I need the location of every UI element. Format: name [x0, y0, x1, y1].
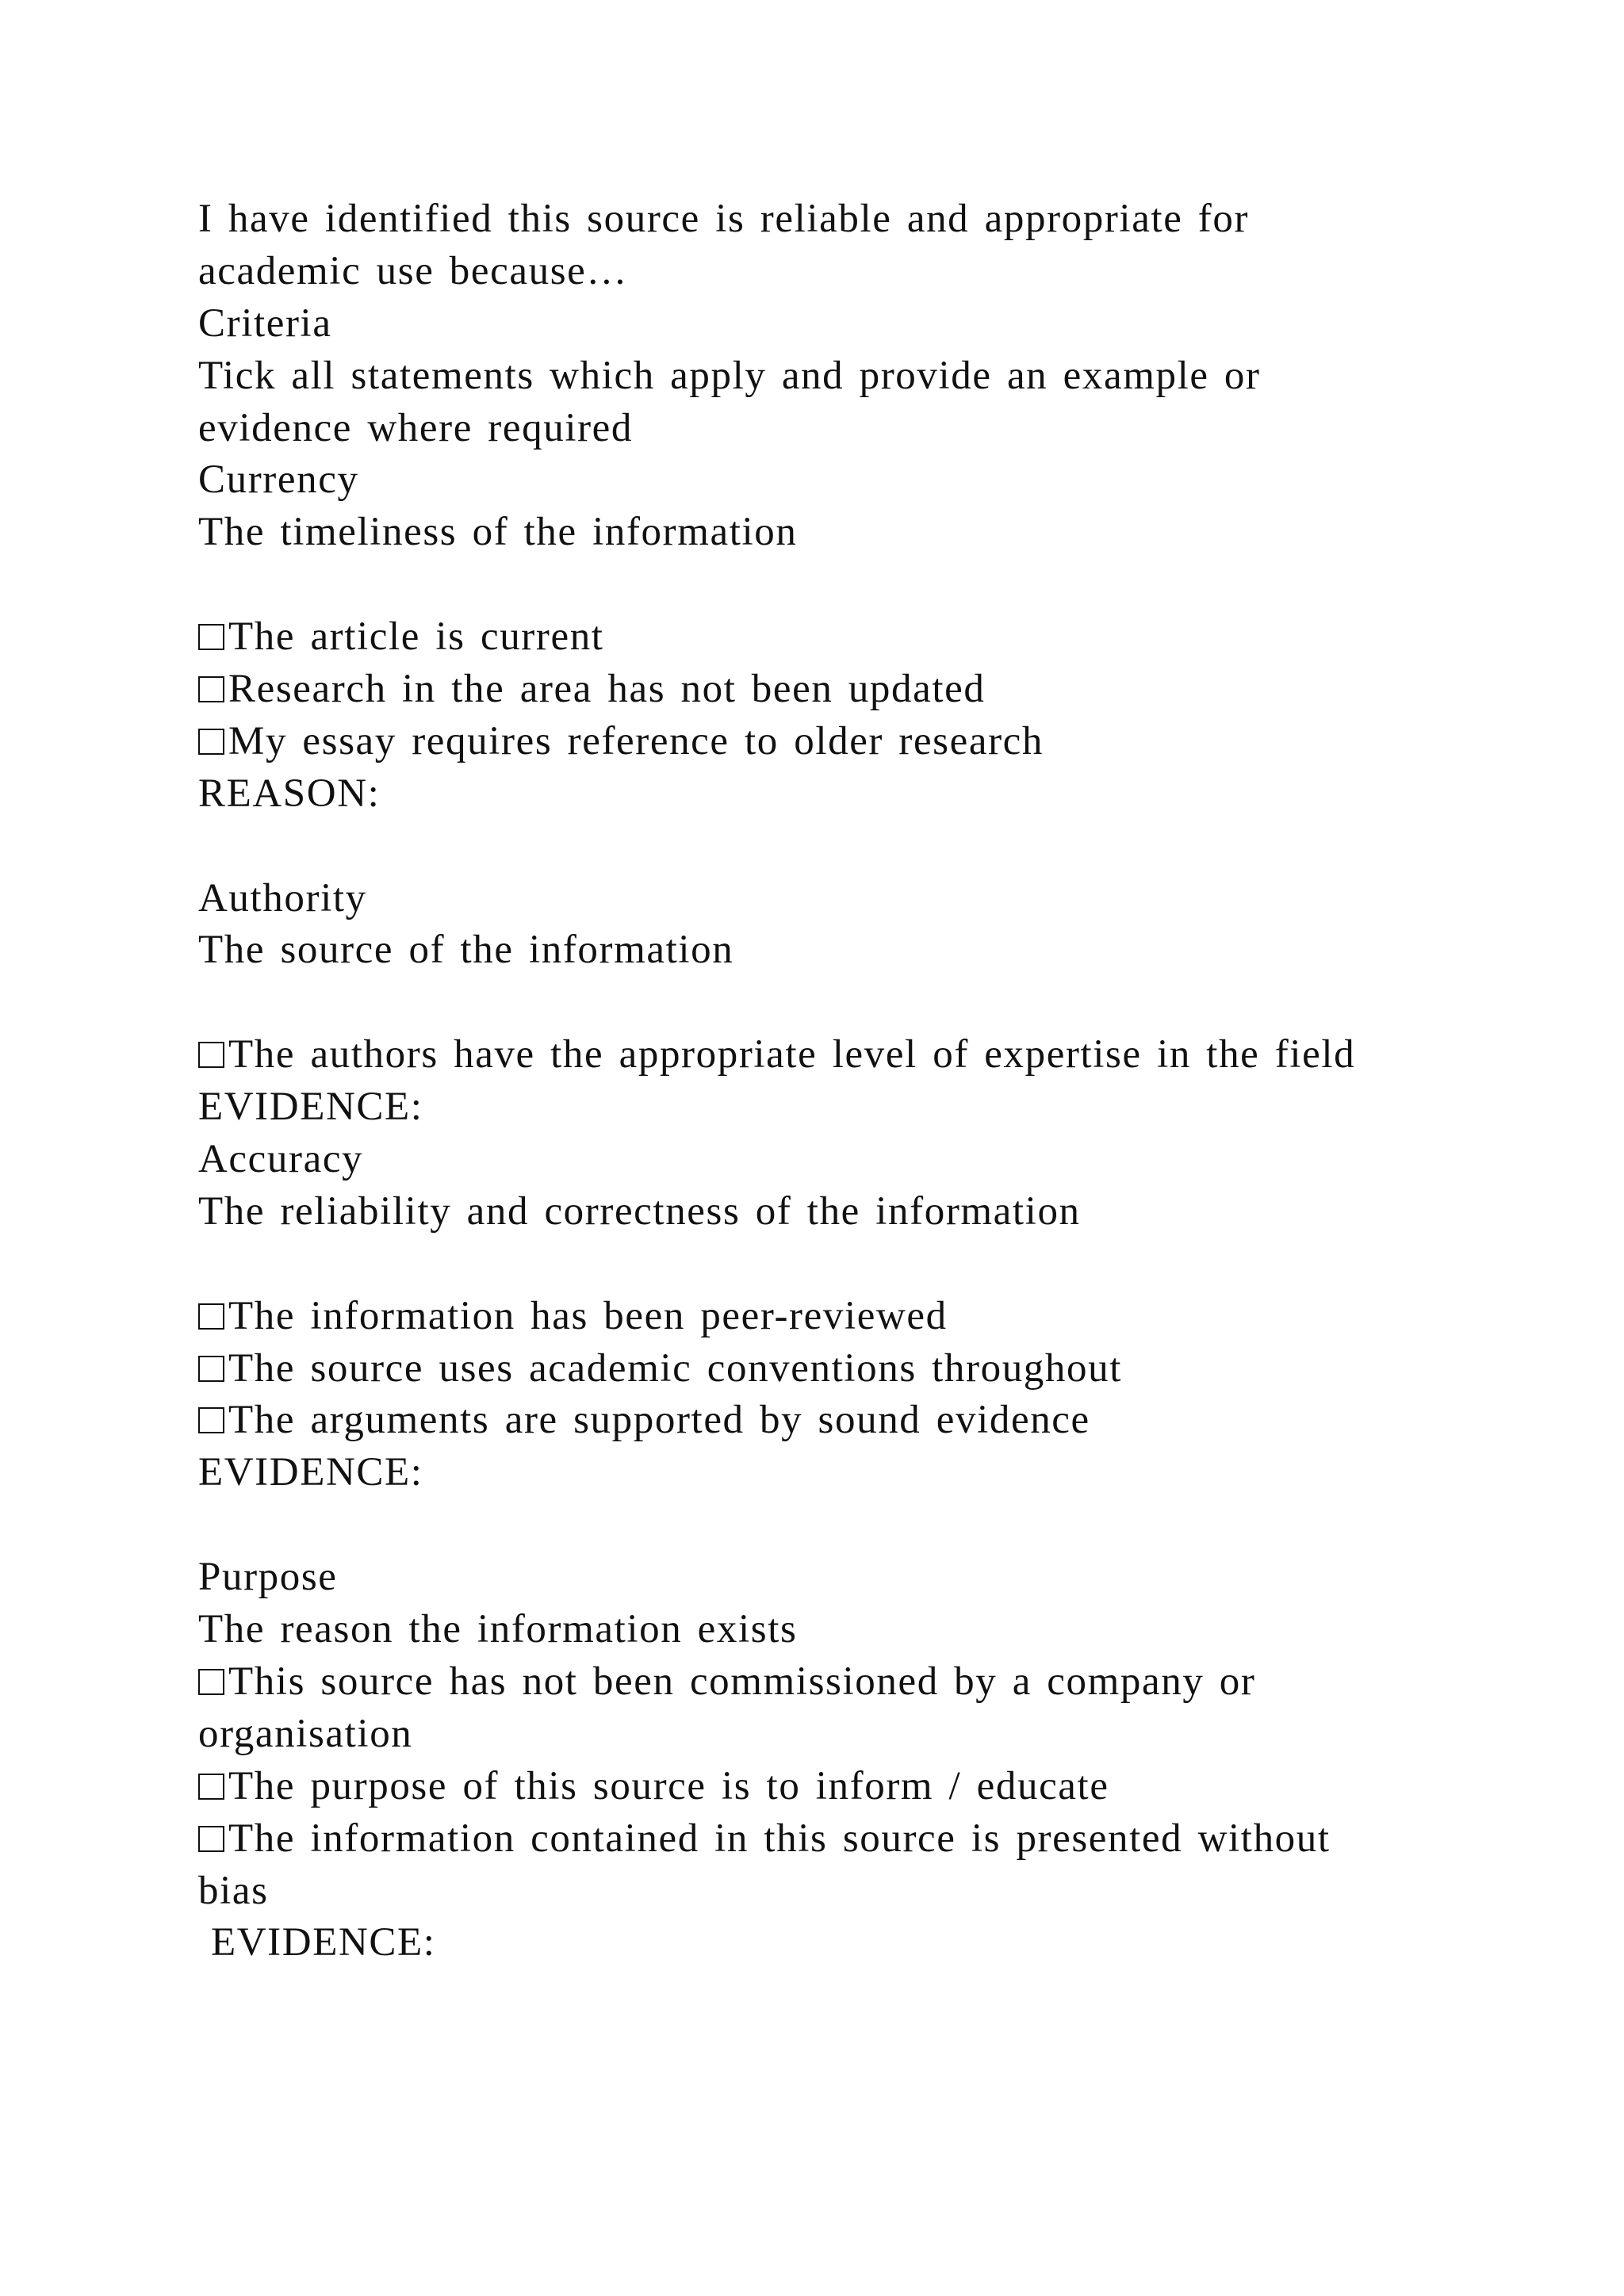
authority-evidence-label: EVIDENCE:: [198, 1085, 423, 1130]
checkbox-label: This source has not been commissioned by a company or: [228, 1659, 1256, 1704]
purpose-item-inform: [198, 1761, 1483, 1813]
accuracy-item-conventions: [198, 1343, 1483, 1395]
accuracy-heading: Accuracy: [198, 1137, 364, 1182]
accuracy-evidence-label: EVIDENCE:: [198, 1450, 423, 1495]
checkbox-label: My essay requires reference to older research: [228, 718, 1044, 763]
currency-item-current: [198, 611, 1483, 664]
authority-description: The source of the information: [198, 928, 734, 973]
currency-reason-label: REASON:: [198, 771, 381, 816]
currency-description: The timeliness of the information: [198, 510, 798, 555]
checkbox-label: The information contained in this source is presented without: [228, 1816, 1331, 1861]
authority-item-expertise: [198, 1029, 1483, 1081]
checkbox-currency-older-research[interactable]: [198, 729, 224, 755]
checkbox-accuracy-sound-evidence[interactable]: [198, 1407, 224, 1433]
checkbox-purpose-not-commissioned[interactable]: [198, 1669, 224, 1695]
checkbox-purpose-inform[interactable]: [198, 1774, 224, 1800]
purpose-item-without-bias: [198, 1813, 1483, 1866]
checkbox-currency-current[interactable]: [198, 624, 224, 650]
currency-heading: Currency: [198, 457, 359, 503]
criteria-heading: Criteria: [198, 300, 332, 346]
purpose-description: The reason the information exists: [198, 1607, 798, 1652]
currency-item-older-research: [198, 716, 1483, 768]
criteria-instruction-1: Tick all statements which apply and provide an example or: [198, 353, 1261, 398]
checkbox-label: The source uses academic conventions throughout: [228, 1345, 1122, 1391]
checkbox-currency-not-updated[interactable]: [198, 676, 224, 702]
intro-line-1: I have identified this source is reliable and appropriate for: [198, 197, 1250, 241]
checkbox-authority-expertise[interactable]: [198, 1042, 224, 1068]
checkbox-accuracy-conventions[interactable]: [198, 1356, 224, 1382]
purpose-item-not-commissioned-cont: organisation: [198, 1711, 413, 1756]
spacer: [198, 1238, 1483, 1291]
currency-item-not-updated: [198, 664, 1483, 716]
checkbox-label: The article is current: [228, 614, 604, 660]
spacer: [198, 821, 1483, 873]
document-body: [198, 193, 1483, 1969]
spacer: [198, 1499, 1483, 1552]
criteria-instruction-2: evidence where required: [198, 405, 634, 450]
checkbox-accuracy-peer-reviewed[interactable]: [198, 1303, 224, 1330]
purpose-item-not-commissioned: [198, 1656, 1483, 1709]
accuracy-description: The reliability and correctness of the information: [198, 1188, 1081, 1234]
purpose-evidence-label: EVIDENCE:: [211, 1920, 436, 1965]
accuracy-item-sound-evidence: [198, 1395, 1483, 1447]
checkbox-label: The arguments are supported by sound evidence: [228, 1398, 1090, 1443]
spacer: [198, 559, 1483, 611]
checkbox-label: The authors have the appropriate level of expertise in the field: [228, 1032, 1356, 1077]
authority-heading: Authority: [198, 875, 367, 920]
accuracy-item-peer-reviewed: [198, 1291, 1483, 1343]
purpose-heading: Purpose: [198, 1555, 338, 1600]
checkbox-label: Research in the area has not been updated: [228, 667, 986, 712]
purpose-item-without-bias-cont: bias: [198, 1868, 269, 1913]
spacer: [198, 977, 1483, 1029]
intro-line-2: academic use because…: [198, 248, 628, 293]
checkbox-label: The information has been peer-reviewed: [228, 1293, 948, 1338]
checkbox-purpose-without-bias[interactable]: [198, 1826, 224, 1852]
checkbox-label: The purpose of this source is to inform / educate: [228, 1763, 1109, 1808]
